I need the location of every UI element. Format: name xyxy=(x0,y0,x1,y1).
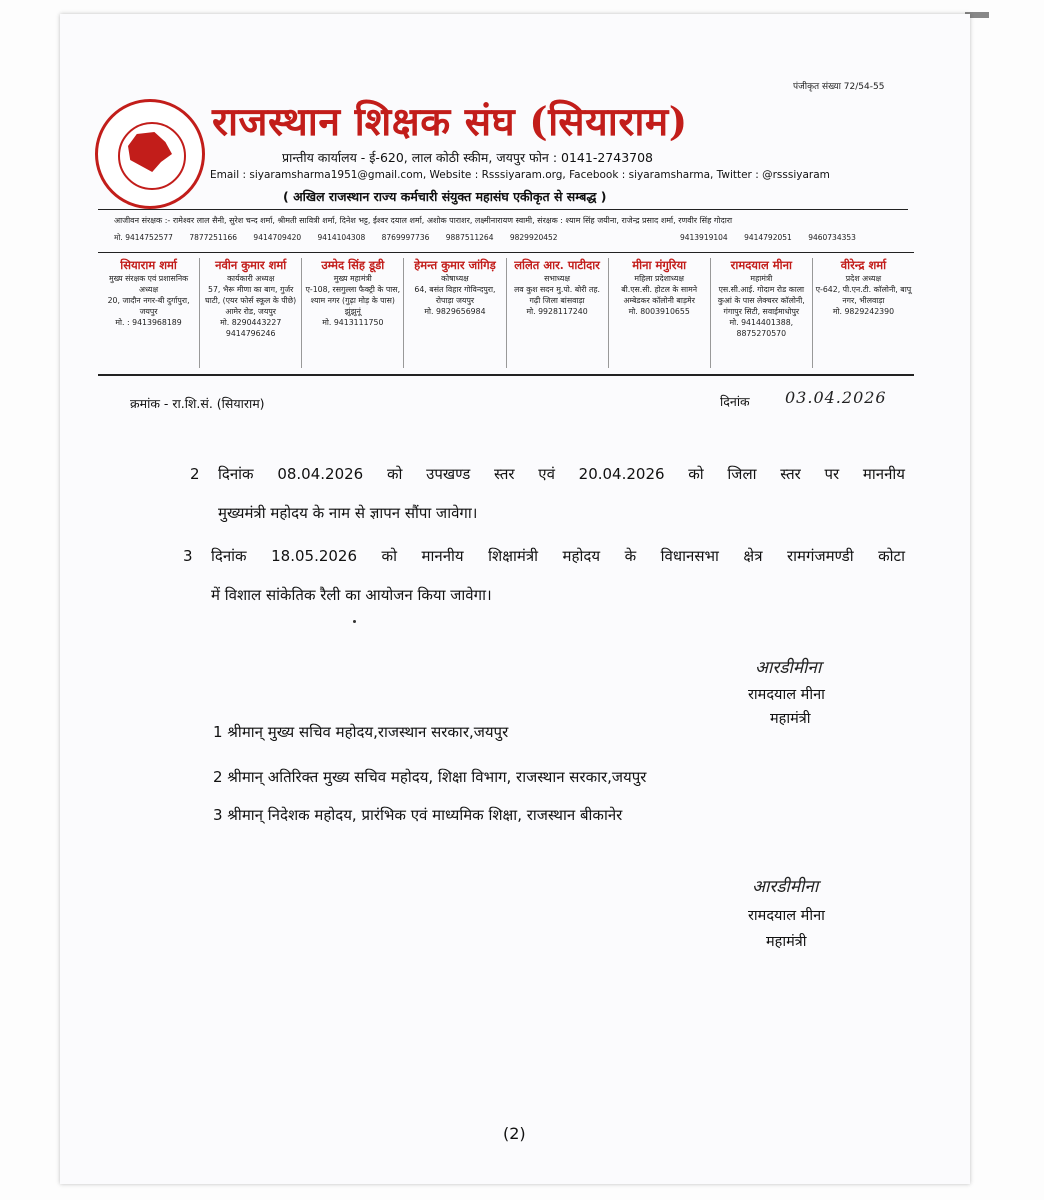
signature: आरडीमीना xyxy=(752,877,819,897)
officers-bottom-divider xyxy=(98,374,914,376)
officer-phone: मो. 8290443227 9414796246 xyxy=(220,318,282,338)
patron-phone: 9414104308 xyxy=(317,233,366,242)
header-divider xyxy=(98,209,908,210)
page-number: (2) xyxy=(503,1124,526,1143)
date-label: दिनांक xyxy=(720,394,750,409)
officer-phone: मो. 9829242390 xyxy=(832,307,895,316)
officer-address: ए-642, पी.एन.टी. कॉलोनी, बापू नगर, भीलवाड़ा xyxy=(815,285,912,305)
contact-line: Email : siyaramsharma1951@gmail.com, Website : Rsssiyaram.org, Facebook : siyaramsharma, Twitter : @rsssiyaram xyxy=(210,169,830,181)
officer-phone: मो. 9413111750 xyxy=(322,318,384,327)
patron-phone: 9460734353 xyxy=(808,233,856,242)
patron-phone: 9829920452 xyxy=(509,233,558,242)
copy-recipient: 3 श्रीमान् निदेशक महोदय, प्रारंभिक एवं माध्यमिक शिक्षा, राजस्थान बीकानेर xyxy=(213,806,623,824)
point-line: में विशाल सांकेतिक रैली का आयोजन किया जावेगा। xyxy=(211,586,492,604)
organization-seal-logo xyxy=(95,99,205,209)
officer-role: मुख्य महामंत्री xyxy=(333,274,372,283)
copy-recipient: 2 श्रीमान् अतिरिक्त मुख्य सचिव महोदय, शिक्षा विभाग, राजस्थान सरकार,जयपुर xyxy=(213,768,647,786)
point-item xyxy=(190,455,905,533)
officer-card xyxy=(506,258,608,368)
point-line: दिनांक 08.04.2026 को उपखण्ड स्तर एवं 20.04.2026 को जिला स्तर पर माननीय xyxy=(218,465,905,483)
officer-card xyxy=(710,258,812,368)
officer-card xyxy=(403,258,505,368)
officers-row xyxy=(98,258,914,368)
officer-address: 20, जादौन नगर-बी दुर्गापुरा, जयपुर xyxy=(107,296,190,316)
officer-address: बी.एस.सी. होटल के सामने अम्बेडकर कॉलोनी बाड़मेर xyxy=(621,285,698,305)
patron-phone: मो. 9414752577 xyxy=(114,233,173,242)
officer-phone: मो. 9829656984 xyxy=(424,307,486,316)
officer-name: वीरेन्द्र शर्मा xyxy=(840,258,887,272)
signatory-name: रामदयाल मीना xyxy=(748,687,825,703)
officer-name: रामदयाल मीना xyxy=(730,258,792,272)
officer-name: हेमन्त कुमार जांगिड़ xyxy=(414,258,496,272)
patron-phone: 9887511264 xyxy=(445,233,494,242)
officer-address: 57, भैरू मीणा का बाग, गुर्जर घाटी, (एयर फोर्स स्कूल के पीछे) आमेर रोड, जयपुर xyxy=(205,285,297,316)
officer-role: प्रदेश अध्यक्ष xyxy=(845,274,882,283)
signatory-title: महामंत्री xyxy=(766,934,807,950)
officer-address: ए-108, रसगुल्ला फैक्ट्री के पास, श्याम नगर (गुढ़ा मोड़ के पास) झुंझुनूं xyxy=(305,285,401,316)
point-line: मुख्यमंत्री महोदय के नाम से ज्ञापन सौंपा जावेगा। xyxy=(218,504,478,522)
point-item xyxy=(183,537,905,615)
patrons-line: आजीवन संरक्षक :- रामेश्वर लाल सैनी, सुरेश चन्द शर्मा, श्रीमती सावित्री शर्मा, दिनेश भट्ट, ईश्वर दयाल शर्मा, अशोक पाराशर, लक्ष्मीनारायण स्वामी, संरक्षक : श्याम सिंह जयीना, राजेन्द्र प्रसाद शर्मा, रणवीर सिंह गोदारा xyxy=(114,216,733,225)
officer-phone: मो. 9928117240 xyxy=(526,307,588,316)
patron-phone: 9414792051 xyxy=(744,233,792,242)
officer-role: कार्यकारी अध्यक्ष xyxy=(227,274,275,283)
officer-phone: मो. 9414401388, 8875270570 xyxy=(729,318,794,338)
patron-phone: 9414709420 xyxy=(253,233,302,242)
officer-address: लव कुश सदन मु.पो. बोरी तह. गढ़ी जिला बांसवाड़ा xyxy=(514,285,600,305)
officers-top-divider xyxy=(98,252,914,253)
patron-phone: 8769997736 xyxy=(381,233,430,242)
officer-card xyxy=(608,258,710,368)
signatory-title: महामंत्री xyxy=(770,711,811,727)
patron-phone: 9413919104 xyxy=(679,233,728,242)
copy-recipient: 1 श्रीमान् मुख्य सचिव महोदय,राजस्थान सरकार,जयपुर xyxy=(213,723,509,741)
officer-role: कोषाध्यक्ष xyxy=(441,274,469,283)
officer-role: महिला प्रदेशाध्यक्ष xyxy=(634,274,684,283)
date-value: 03.04.2026 xyxy=(785,388,887,407)
affiliation-line: ( अखिल राजस्थान राज्य कर्मचारी संयुक्त महासंघ एकीकृत से सम्बद्ध ) xyxy=(283,189,607,204)
officer-card xyxy=(199,258,301,368)
officer-phone: मो. : 9413968189 xyxy=(115,318,182,327)
point-line: दिनांक 18.05.2026 को माननीय शिक्षामंत्री महोदय के विधानसभा क्षेत्र रामगंजमण्डी कोटा xyxy=(211,547,905,565)
point-number: 3 xyxy=(183,547,193,565)
ink-dot xyxy=(353,620,356,623)
officer-role: महामंत्री xyxy=(750,274,773,283)
officer-card xyxy=(98,258,199,368)
officer-role: सभाध्यक्ष xyxy=(544,274,570,283)
registration-number: पंजीकृत संख्या 72/54-55 xyxy=(793,82,885,92)
officer-name: मीना मंगुरिया xyxy=(632,258,687,272)
officer-card xyxy=(812,258,914,368)
patron-phones xyxy=(114,233,904,243)
officer-address: एस.सी.आई. गोदाम रोड काला कुआं के पास लेक्चरर कॉलोनी, गंगापुर सिटी, सवाईमाधोपुर xyxy=(717,285,805,316)
reference-number: क्रमांक - रा.शि.सं. (सियाराम) xyxy=(130,396,265,411)
signature: आरडीमीना xyxy=(755,658,822,678)
officer-role: मुख्य संरक्षक एवं प्रशासनिक अध्यक्ष xyxy=(108,274,189,294)
office-address: प्रान्तीय कार्यालय - ई-620, लाल कोठी स्कीम, जयपुर फोन : 0141-2743708 xyxy=(282,150,654,165)
point-number: 2 xyxy=(190,465,200,483)
organization-title: राजस्थान शिक्षक संघ (सियाराम) xyxy=(212,99,688,145)
officer-name: नवीन कुमार शर्मा xyxy=(215,258,287,272)
officer-phone: मो. 8003910655 xyxy=(628,307,690,316)
officer-name: सियाराम शर्मा xyxy=(120,258,177,272)
officer-card xyxy=(301,258,403,368)
officer-address: 64, बसंत विहार गोविन्दपुरा, रोपाड़ा जयपुर xyxy=(414,285,496,305)
signatory-name: रामदयाल मीना xyxy=(748,908,825,924)
officer-name: उम्मेद सिंह डूडी xyxy=(321,258,385,272)
officer-name: ललित आर. पाटीदार xyxy=(514,258,600,272)
patron-phone: 7877251166 xyxy=(189,233,238,242)
